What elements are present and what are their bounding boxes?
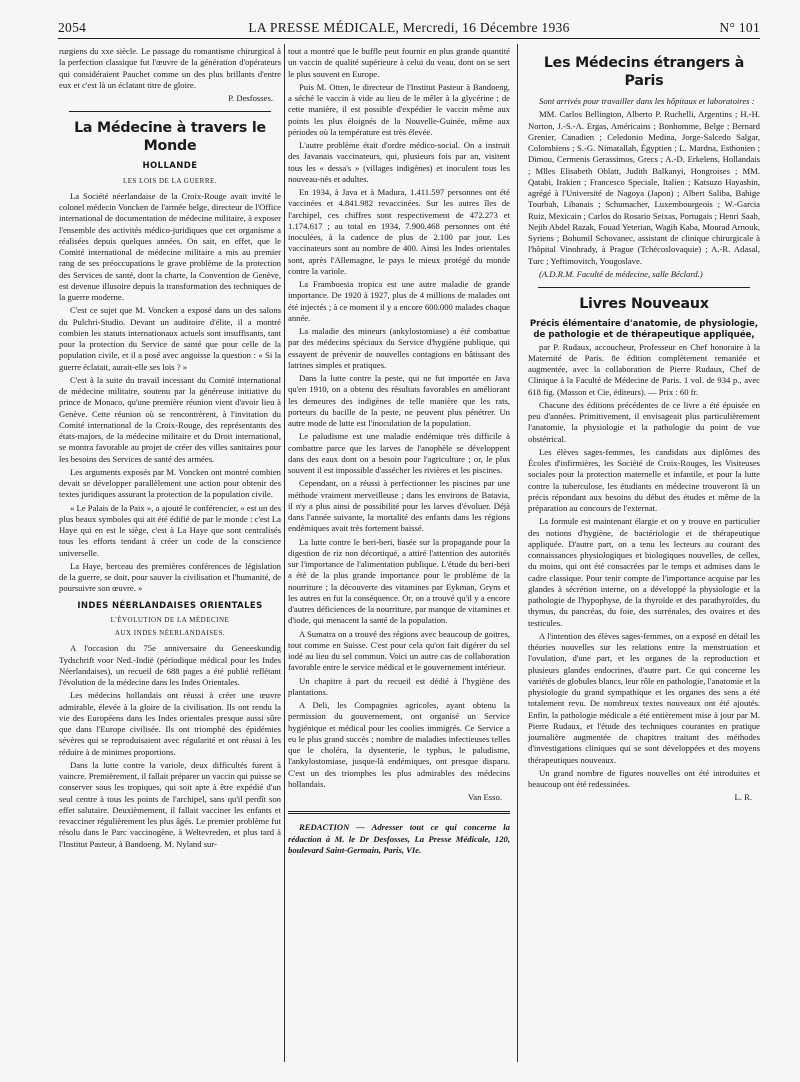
column-divider [517,44,518,1062]
paragraph: La Haye, berceau des premières conférences de législation de la guerre, se doit, pour sauver la civilisation et l'humanité, de poursuivre son œuvre. » [59,560,281,594]
section-title-livres-nouveaux: Livres Nouveaux [579,296,709,312]
subheading: L'ÉVOLUTION DE LA MÉDECINE [110,615,230,624]
paragraph: L'autre problème était d'ordre médico-social. On a instruit des Javanais vaccinateurs, qui, plusieurs fois par an, visitent tous les « dessa's » (villages indigènes) et inoculent tous les nouveau-nés et adultes. [288,140,510,184]
names-list: MM. Carlos Bellington, Alberto P. Ruchelli, Argentins ; H.-H. Norton, J.-S.-A. Ergas, Américains ; Bonhomme, Belge ; Bernard Grenier, Canadien ; Celedonio Medina, Jorge-Salcedo Salgar, Colombiens ; S.-G. Nimatallah, Égyptien ; L. Mardna, Esthonien ; Dimou, Cermenis Gerassimos, Grecs ; A.-D. Erkelens, Hollandais ; Mlles Elisabeth Oblatt, Judith Balkanyi, Hongroises ; MM. Qatabi, Irakien ; Francesco Speciale, Italien ; Katsuzo Hayashin, agrégé à l'Université de Nagoya (Japon) ; Albert Saliba, Bahige Tourbah, Libanais ; Schumacher, Luxembourgeois ; W.-Garcia Ruiz, Mexicain ; Carlos do Rosario Seixas, Portugais ; Henri Saab, Nejib Abdel Razak, Fouad Yeterian, Wagih Kaba, Mourad Arnouk, Syriens ; Bohumil Schovanec, assistant de clinique chirurgicale à l'hôpital Vinohrady, à Prague (Tchécoslovaquie) ; A.-R. Adasal, Turc ; Yeftimovitch, Yougoslave. [528,109,760,266]
paragraph: En 1934, à Java et à Madura, 1.411.597 personnes ont été vaccinées et 4.841.982 revaccinées. Sur les autres îles de l'archipel, ces chiffres sont respectivement de 472.273 et 1.174.617 ; au total en 1934, 7.900.468 personnes ont été inoculées, à la cadence de plus de 2.100 par jour. Les vaccinateurs sont au nombre de 400. Ainsi les Indes orientales sont, après l'Allemagne, le pays le mieux protégé du monde contre la variole. [288,187,510,276]
paragraph: A Sumatra on a trouvé des régions avec beaucoup de goitres, tout comme en Suisse. C'est pour cela qu'on fait digérer du sel iodé au lieu du sel commun. Voici un autre cas de collaboration favorable entre le service médical et le gouvernement intérieur. [288,628,510,673]
book-title: Précis élémentaire d'anatomie, de physiologie, de pathologie et de thérapeutique appliquée, [529,319,759,341]
column-divider [284,44,285,1062]
issue-number: N° 101 [719,20,760,35]
country-heading-hollande: HOLLANDE [142,161,198,172]
paragraph: A l'intention des élèves sages-femmes, on a exposé en détail les théories nouvelles sur les relations entre la menstruation et l'ovulation, d'une part, et les organes de la reproduction et plusieurs glandes endocrines, d'autre part. Ce qui concerne les variétés de globules blancs, leur rôle en pathologie, l'anatomie et la physiologie du grand sympathique et les organes des sens a été totalement revu. De nombreux textes nouveaux ont été ajoutés. Enfin, la pathologie médicale a été entièrement mise à jour par M. Pierre Rudaux, et l'étude des techniques courantes en pratique journalière augmentée de chapitres traitant des méthodes d'investigations cliniques qui se sont développées et des moyens thérapeutiques nouveaux. [528,630,760,765]
paragraph: Le paludisme est une maladie endémique très difficile à combattre parce que les larves de l'anophèle se développent dans des eaux dont on a besoin pour l'agriculture ; or, le plus souvent il est impossible d'assécher les rivières et les piscines. [288,431,510,475]
paragraph: Les médecins hollandais ont réussi à créer une œuvre admirable, élevée à la gloire de la civilisation. Ils ont rendu la vie des Européens dans les Indes orientales presque aussi sûre que dans l'Europe civilisée. Ils ont triomphé des épidémies sévères qui se reproduisaient avec régularité et ont réussi à les réduire à de minimes proportions. [59,690,281,757]
subheading: LES LOIS DE LA GUERRE. [122,176,218,185]
signature: L. R. [734,792,752,803]
paragraph: Cependant, on a réussi à perfectionner les piscines par une méthode vraiment merveilleuse ; dans les environs de Batavia, il n'y a plus ainsi de possibilité pour les larves d'évoluer. Déjà dans l'année suivante, la mortalité des enfants dans les régions endémiques avait très fortement baissé. [288,478,510,534]
paragraph: Les élèves sages-femmes, les candidats aux diplômes des Écoles d'infirmières, les Société de Croix-Rouges, les Visiteuses sociales pour la protection maternelle et infantile, et pour la lutte contre la tuberculose, les étudiants en médecine trouveront là un précis répondant aux besoins du début des études et même de la préparation au concours de l'externat. [528,446,760,513]
paragraph: La Société néerlandaise de la Croix-Rouge avait invité le colonel médecin Voncken de l'armée belge, directeur de l'Office international de documentation de médecine militaire, à exposer l'ensemble des activités médico-juridiques que cet organisme a réalisées depuis quelques années. On sait, en effet, que le Comité international de médecine militaire a mis au premier rang de ses préoccupations le grave problème de la protection des Services de santé, dont la charte, la Convention de Genève, est devenue illusoire depuis la transformation des techniques de la guerre moderne. [59,190,281,302]
subsection-heading-indes: INDES NÉERLANDAISES ORIENTALES [77,600,263,611]
section-title-medecins-etrangers: Les Médecins étrangers à Paris [543,55,745,89]
column-2 [288,46,510,858]
column-1 [59,46,281,852]
redaction-notice: REDACTION — Adresser tout ce qui concerne la rédaction à M. le Dr Desfosses, La Presse Médicale, 120, boulevard Saint-Germain, Paris, VIe. [288,822,510,855]
paragraph: A Deli, les Compagnies agricoles, ayant obtenu la permission du gouvernement, ont organisé un Service hygiénique et médical pour les coolies immigrés. Ce Service a eu le plus grand succès ; nombre de maladies infectieuses telles que le choléra, la dysenterie, le typhus, le paludisme, l'ankylostomiase, jusque-là endémiques, ont presque disparu. C'est un des triomphes les plus admirables des médecins hollandais. [288,700,510,789]
intro-text: Sont arrivés pour travailler dans les hôpitaux et laboratoires : [539,96,755,106]
section-title-medecine-monde: La Médecine à travers le Monde [74,120,266,155]
paragraph: La maladie des mineurs (ankylostomiase) a été combattue par des médecins spéciaux du Service d'hygiène publique, qui essayent de prévenir de nouvelles contagions en bâtissant des latrines simples et pratiques. [288,326,510,370]
paragraph: tout a montré que le buffle peut fournir en plus grande quantité un vaccin de qualité supérieure à celui du veau, dont on se sert le plus souvent en Europe. [288,46,510,79]
divider [538,287,750,288]
paragraph: La lutte contre le beri-beri, basée sur la propagande pour la digestion de riz non décortiqué, a attiré l'attention des autorités sur l'importance de l'alimentation publique. L'étude du beri-beri a été de la plus grande importance pour le problème de la nourriture ; la découverte des vitamines par Eykman, Gryns et les autres en fut la conséquence. Or, on a trouvé qu'il y a encore d'autres déficiences de la nourriture, par manque de vitamines et d'iode, qui menacent la santé de la population. [288,536,510,626]
page-number: 2054 [58,20,87,35]
divider [69,111,271,112]
book-details: par P. Rudaux, accoucheur, Professeur en Chef honoraire à la Maternité de Paris. 8e édition complètement remaniée et augmentée, avec la collaboration de Pierre Rudaux, Chef de Clinique à la Faculté de Médecine de Paris. 1 vol. de 934 p., avec 618 fig. (Masson et Cie, éditeurs). — Prix : 60 fr. [528,341,760,397]
signature: Van Esso. [467,792,502,802]
paragraph: Les arguments exposés par M. Voncken ont montré combien devait se développer parallèlement une action pour obtenir des textes juridiques assurant la protection de la population civile. [59,466,281,500]
paragraph: C'est à la suite du travail incessant du Comité international de médecine militaire, soutenu par la généreuse initiative du prince de Monaco, qu'une première réunion vient d'avoir lieu à Genève. Cette réunion où se rencontrèrent, à l'invitation du Comité international de la Croix-Rouge, des représentants des états-majors, de la médecine militaire et du Droit international, se montra favorable au projet de créer des villes sanitaires pour les besoins des Services de santé des armées. [59,374,281,464]
paragraph: « Le Palais de la Paix », a ajouté le conférencier, « est un des plus beaux symboles qui ait été édifié de par le monde : c'est La Haye qui en est le siège, c'est à La Haye que sont centralisés tous les efforts tendant à créer un code de la conscience universelle. [59,502,281,558]
paragraph: C'est ce sujet que M. Voncken a exposé dans un des salons du Pulchri-Studio. Devant un auditoire d'élite, il a montré combien les statuts internationaux actuels sont insuffisants, tant pour la protection du Service de santé que pour celle de la population civile, et il a posé avec angoisse la question : « Si la guerre éclatait, aurait-elle ses lois ? » [59,305,281,372]
page-header [58,16,760,39]
paragraph: Dans la lutte contre la variole, deux difficultés furent à vaincre. Premièrement, il fallait préparer un vaccin qui puisse se conserver sous les tropiques, qui soit apte à être expédié d'un seul centre à tous les points de l'archipel, sans qu'il perdît son effet salutaire. Deuxièmement, il fallait vacciner les enfants et revacciner régulièrement les plus âgés. Le premier problème fut résolu dans le Parc vaccinogène, à Weltevreden, et plus tard à l'Institut Pasteur, à Bandoeng. M. Nyland sur- [59,759,282,849]
paragraph: Dans la lutte contre la peste, qui ne fut importée en Java qu'en 1910, on a obtenu des résultats favorables en améliorant les demeures des indigènes de telle manière que les rats, porteurs du bacille de la peste, ne peuvent plus pénétrer. Un autre mode de lutte est l'inoculation de la population. [288,373,510,428]
subheading: AUX INDES NÉERLANDAISES. [114,629,226,637]
attribution: (A.D.R.M. Faculté de médecine, salle Béclard.) [539,268,703,279]
paragraph: La formule est maintenant élargie et on y trouve en particulier des notions d'hygiène, de bactériologie et de thérapeutique appliquée. D'autre part, on a tenu les lecteurs au courant des connaissances physiologiques et biologiques nouvelles, de celles, du moins, qui ont été consacrées par le temps et admises dans le cadre classique. Pour tenir compte de l'importance acquise par les glandes à sécrétion interne, on a développé la physiologie et la pathologie de l'hypophyse, de la thyroïde et des parathyroïdes, du thymus, du pancréas, du foie, des surrénales, des ovaires et des testicules. [528,516,760,628]
paragraph: La Framboesia tropica est une autre maladie de grande importance. De 1920 à 1927, plus de 4 millions de malades ont été injectés ; à ce moment il y a encore 600.000 malades chaque année. [288,279,510,323]
paragraph: Un chapitre à part du recueil est dédié à l'hygiène des plantations. [288,675,510,697]
paragraph: Chacune des éditions précédentes de ce livre a été épuisée en peu d'années. Primitivement, il envisageait plus particulièrement l'anatomie, la physiologie et la pathologie du point de vue obstétrical. [528,399,760,444]
paragraph: Un grand nombre de figures nouvelles ont été introduites et beaucoup ont été redessinées. [528,767,760,789]
signature: P. Desfosses. [228,93,273,103]
journal-title: LA PRESSE MÉDICALE, Mercredi, 16 Décembre 1936 [248,20,570,35]
divider [288,811,510,814]
column-3 [528,46,760,806]
paragraph: Puis M. Otten, le directeur de l'Institut Pasteur à Bandoeng, a séché le vaccin à vide au lieu de le mêler à la glycérine ; de cette manière, il est possible d'expédier le vaccin même aux points les plus éloignés de la Nouvelle-Guinée, même aux périodes où la température est très élevée. [288,81,510,137]
paragraph: rurgiens du xxe siècle. Le passage du romantisme chirurgical à la perfection classique fut l'œuvre de la génération d'opérateurs qui considéraient Pauchet comme un des plus brillants d'entre eux et c'est là un éclatant titre de gloire. [59,46,281,90]
paragraph: A l'occasion du 75e anniversaire du Geneeskundig Tydschrift voor Ned.-Indië (périodique médical pour les Indes Néerlandaises), un recueil de 688 pages a été publié reflétant l'évolution de la médecine dans les Indes Orientales. [59,643,281,687]
